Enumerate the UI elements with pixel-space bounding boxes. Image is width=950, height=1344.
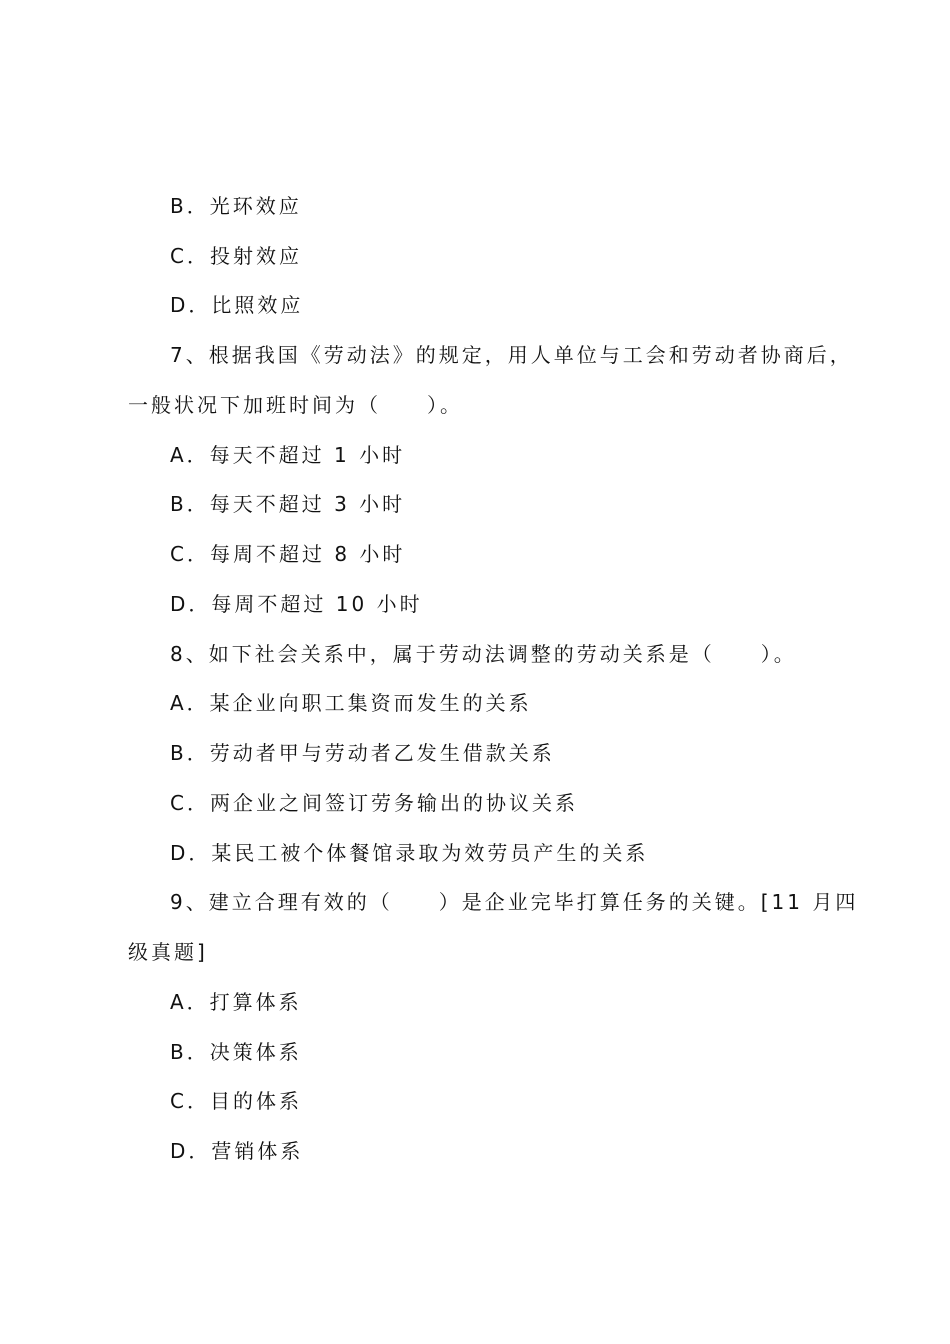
question-9-text-cont: 级真题]: [128, 940, 208, 964]
option-c: C．每周不超过 8 小时: [170, 542, 406, 566]
option-c: C．投射效应: [170, 244, 302, 268]
option-b: B．每天不超过 3 小时: [170, 492, 406, 516]
option-d: D．比照效应: [170, 293, 304, 317]
question-7-text-cont: 一般状况下加班时间为（ ）。: [128, 393, 463, 417]
option-a: A．每天不超过 1 小时: [170, 443, 406, 467]
option-c: C．目的体系: [170, 1089, 302, 1113]
option-b: B．光环效应: [170, 194, 302, 218]
option-b: B．劳动者甲与劳动者乙发生借款关系: [170, 741, 555, 765]
option-d: D．某民工被个体餐馆录取为效劳员产生的关系: [170, 841, 649, 865]
option-b: B．决策体系: [170, 1040, 302, 1064]
option-d: D．每周不超过 10 小时: [170, 592, 423, 616]
option-d: D．营销体系: [170, 1139, 304, 1163]
question-7-text: 7、根据我国《劳动法》的规定，用人单位与工会和劳动者协商后，: [170, 343, 853, 367]
option-a: A．打算体系: [170, 990, 302, 1014]
option-c: C．两企业之间签订劳务输出的协议关系: [170, 791, 578, 815]
question-9-text: 9、建立合理有效的（ ）是企业完毕打算任务的关键。[11 月四: [170, 890, 859, 914]
question-8-text: 8、如下社会关系中，属于劳动法调整的劳动关系是（ ）。: [170, 642, 797, 666]
option-a: A．某企业向职工集资而发生的关系: [170, 691, 532, 715]
